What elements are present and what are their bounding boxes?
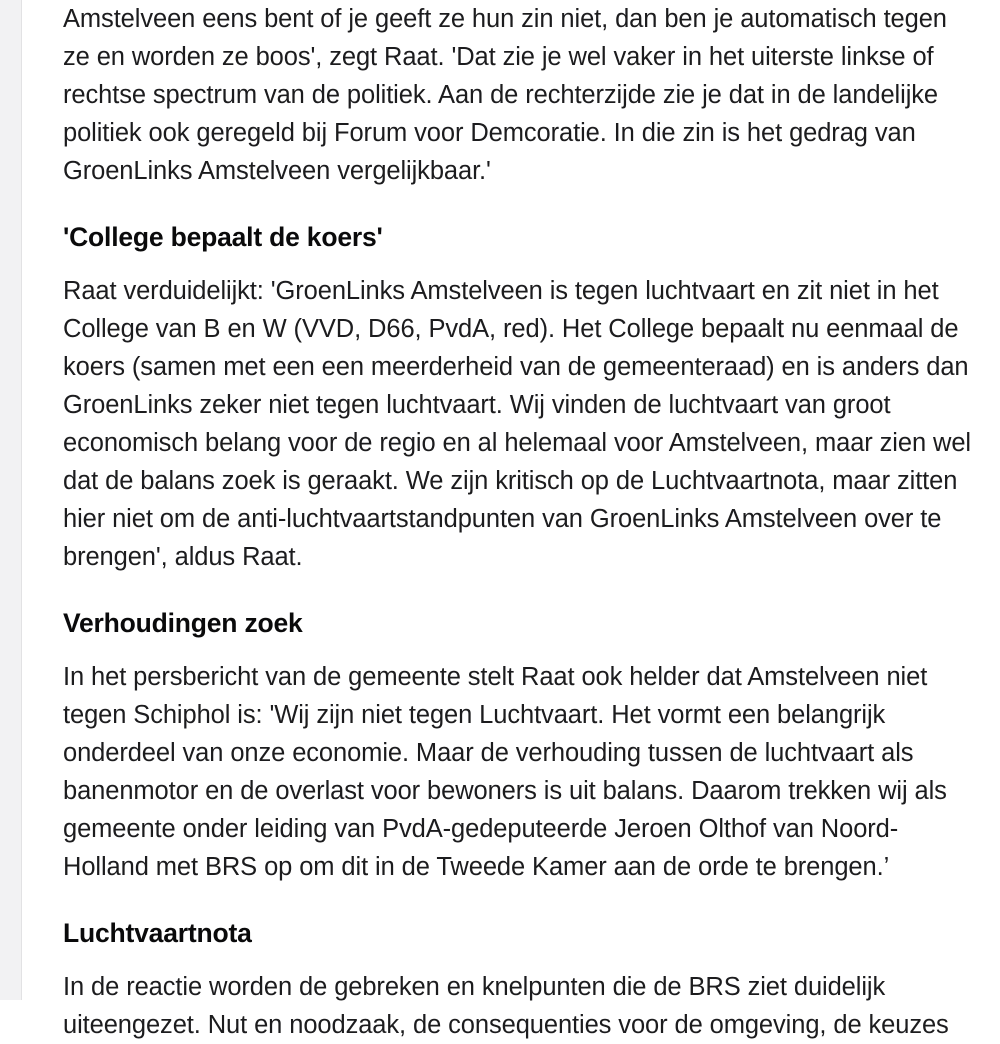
page-left-gutter (0, 0, 22, 1000)
spacer (63, 886, 972, 916)
paragraph-verhoudingen-zoek: In het persbericht van de gemeente stelt Raat ook helder dat Amstelveen niet tegen Schiphol is: 'Wij zijn niet tegen Luchtvaart. Het vormt een belangrijk onderdeel van onze economie. Maar de verhouding tussen de luchtvaart als banenmotor en de overlast voor bewoners is uit balans. Daarom trekken wij als gemeente onder leiding van PvdA-gedeputeerde Jeroen Olthof van Noord-Holland met BRS op om dit in de Tweede Kamer aan de orde te brengen.’ (63, 663, 947, 881)
article-content (23, 0, 1000, 1039)
paragraph-intro-clipped: Amstelveen eens bent of je geeft ze hun zin niet, dan ben je automatisch tegen ze en worden ze boos', zegt Raat. 'Dat zie je wel vaker in het uiterste linkse of rechtse spectrum van de politiek. Aan de rechterzijde zie je dat in de landelijke politiek ook geregeld bij Forum voor Demcoratie. In die zin is het gedrag van GroenLinks Amstelveen vergelijkbaar.' (63, 5, 947, 185)
spacer (63, 254, 972, 272)
spacer (63, 640, 972, 658)
spacer (63, 950, 972, 968)
paragraph-luchtvaartnota-clipped: In de reactie worden de gebreken en knelpunten die de BRS ziet duidelijk uiteengezet. Nut en noodzaak, de consequenties voor de omgeving, de keuzes (63, 973, 949, 1039)
paragraph-college-bepaalt-de-koers: Raat verduidelijkt: 'GroenLinks Amstelveen is tegen luchtvaart en zit niet in het College van B en W (VVD, D66, PvdA, red). Het College bepaalt nu eenmaal de koers (samen met een een meerderheid van de gemeenteraad) en is anders dan GroenLinks zeker niet tegen luchtvaart. Wij vinden de luchtvaart van groot economisch belang voor de regio en al helemaal voor Amstelveen, maar zien wel dat de balans zoek is geraakt. We zijn kritisch op de Luchtvaartnota, maar zitten hier niet om de anti-luchtvaartstandpunten van GroenLinks Amstelveen over te brengen', aldus Raat. (63, 277, 971, 571)
heading-luchtvaartnota: Luchtvaartnota (63, 918, 252, 948)
heading-verhoudingen-zoek: Verhoudingen zoek (63, 608, 303, 638)
spacer (63, 190, 972, 220)
heading-college-bepaalt-de-koers: 'College bepaalt de koers' (63, 222, 383, 252)
spacer (63, 576, 972, 606)
